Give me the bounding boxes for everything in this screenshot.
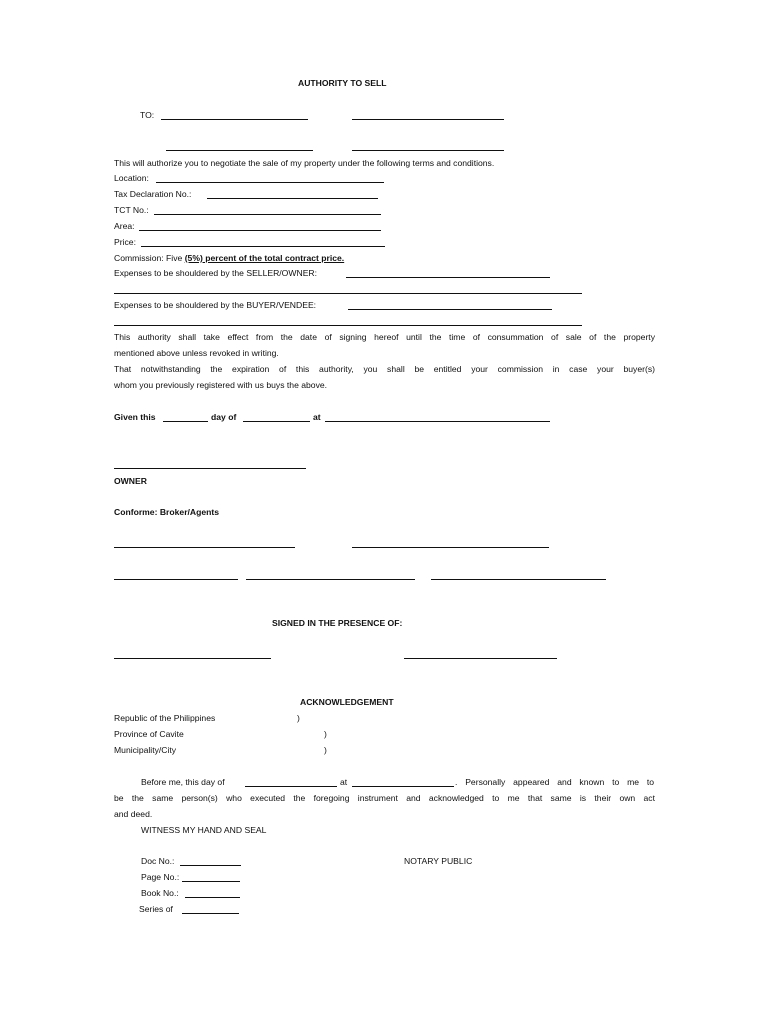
before-me-at: at <box>340 777 348 787</box>
broker-signature-line-5 <box>431 579 606 580</box>
page-no-line <box>182 881 240 882</box>
to-line-4 <box>352 150 504 151</box>
area-line <box>139 230 381 231</box>
owner-signature-line <box>114 468 306 469</box>
doc-no-label: Doc No.: <box>141 856 175 866</box>
before-me-place-line <box>352 786 454 787</box>
municipality-paren: ) <box>324 745 327 755</box>
notwithstanding-paragraph-line-1: That notwithstanding the expiration of this authority, you shall be entitled your commission in case your buyer(s) <box>114 364 655 374</box>
tax-declaration-line <box>207 198 378 199</box>
expenses-buyer-line-2 <box>114 325 582 326</box>
broker-signature-line-2 <box>352 547 549 548</box>
book-no-label: Book No.: <box>141 888 179 898</box>
effect-paragraph-line-1: This authority shall take effect from the date of signing hereof until the time of consummation of sale of the property <box>114 332 655 342</box>
location-line <box>156 182 384 183</box>
expenses-buyer-label: Expenses to be shouldered by the BUYER/VENDEE: <box>114 300 317 310</box>
to-line-2 <box>352 119 504 120</box>
effect-paragraph-line-2: mentioned above unless revoked in writing. <box>114 348 279 358</box>
given-day-line <box>163 421 208 422</box>
notary-public-label: NOTARY PUBLIC <box>404 856 473 866</box>
personally-appeared-text: . Personally appeared and known to me to <box>455 777 654 787</box>
given-day-of-label: day of <box>211 412 237 422</box>
area-label: Area: <box>114 221 135 231</box>
broker-signature-line-4 <box>246 579 415 580</box>
expenses-seller-label: Expenses to be shouldered by the SELLER/OWNER: <box>114 268 318 278</box>
witness-hand-seal: WITNESS MY HAND AND SEAL <box>141 825 267 835</box>
tct-label: TCT No.: <box>114 205 149 215</box>
commission-value: (5%) percent of the total contract price. <box>184 253 345 263</box>
republic-paren: ) <box>297 713 300 723</box>
price-line <box>141 246 385 247</box>
to-line-3 <box>166 150 313 151</box>
expenses-buyer-line <box>348 309 552 310</box>
witness-line-1 <box>114 658 271 659</box>
tct-line <box>154 214 381 215</box>
intro-text: This will authorize you to negotiate the sale of my property under the following terms and conditions. <box>114 158 495 168</box>
owner-label: OWNER <box>114 476 147 486</box>
given-place-line <box>325 421 550 422</box>
to-line-1 <box>161 119 308 120</box>
witness-line-2 <box>404 658 557 659</box>
tax-declaration-label: Tax Declaration No.: <box>114 189 192 199</box>
acknowledgement-title: ACKNOWLEDGEMENT <box>300 697 394 707</box>
price-label: Price: <box>114 237 136 247</box>
given-this-label: Given this <box>114 412 156 422</box>
republic-label: Republic of the Philippines <box>114 713 216 723</box>
broker-signature-line-3 <box>114 579 238 580</box>
expenses-seller-line <box>346 277 550 278</box>
notwithstanding-paragraph-line-2: whom you previously registered with us buys the above. <box>114 380 328 390</box>
expenses-seller-line-2 <box>114 293 582 294</box>
before-me-text: Before me, this day of <box>141 777 225 787</box>
location-label: Location: <box>114 173 149 183</box>
series-of-label: Series of <box>139 904 173 914</box>
to-label: TO: <box>140 110 155 120</box>
acknowledgement-line-2: be the same person(s) who executed the foregoing instrument and acknowledged to me that same is their own act <box>114 793 655 803</box>
book-no-line <box>185 897 240 898</box>
page-no-label: Page No.: <box>141 872 180 882</box>
doc-no-line <box>180 865 241 866</box>
signed-presence-label: SIGNED IN THE PRESENCE OF: <box>272 618 403 628</box>
broker-signature-line-1 <box>114 547 295 548</box>
commission-label: Commission: Five <box>114 253 183 263</box>
given-at-label: at <box>313 412 321 422</box>
series-of-line <box>182 913 239 914</box>
province-label: Province of Cavite <box>114 729 184 739</box>
before-me-day-line <box>245 786 337 787</box>
municipality-label: Municipality/City <box>114 745 177 755</box>
acknowledgement-line-3: and deed. <box>114 809 153 819</box>
given-month-line <box>243 421 310 422</box>
province-paren: ) <box>324 729 327 739</box>
document-title: AUTHORITY TO SELL <box>298 78 387 88</box>
commission-row <box>114 253 344 264</box>
conforme-label: Conforme: Broker/Agents <box>114 507 220 517</box>
